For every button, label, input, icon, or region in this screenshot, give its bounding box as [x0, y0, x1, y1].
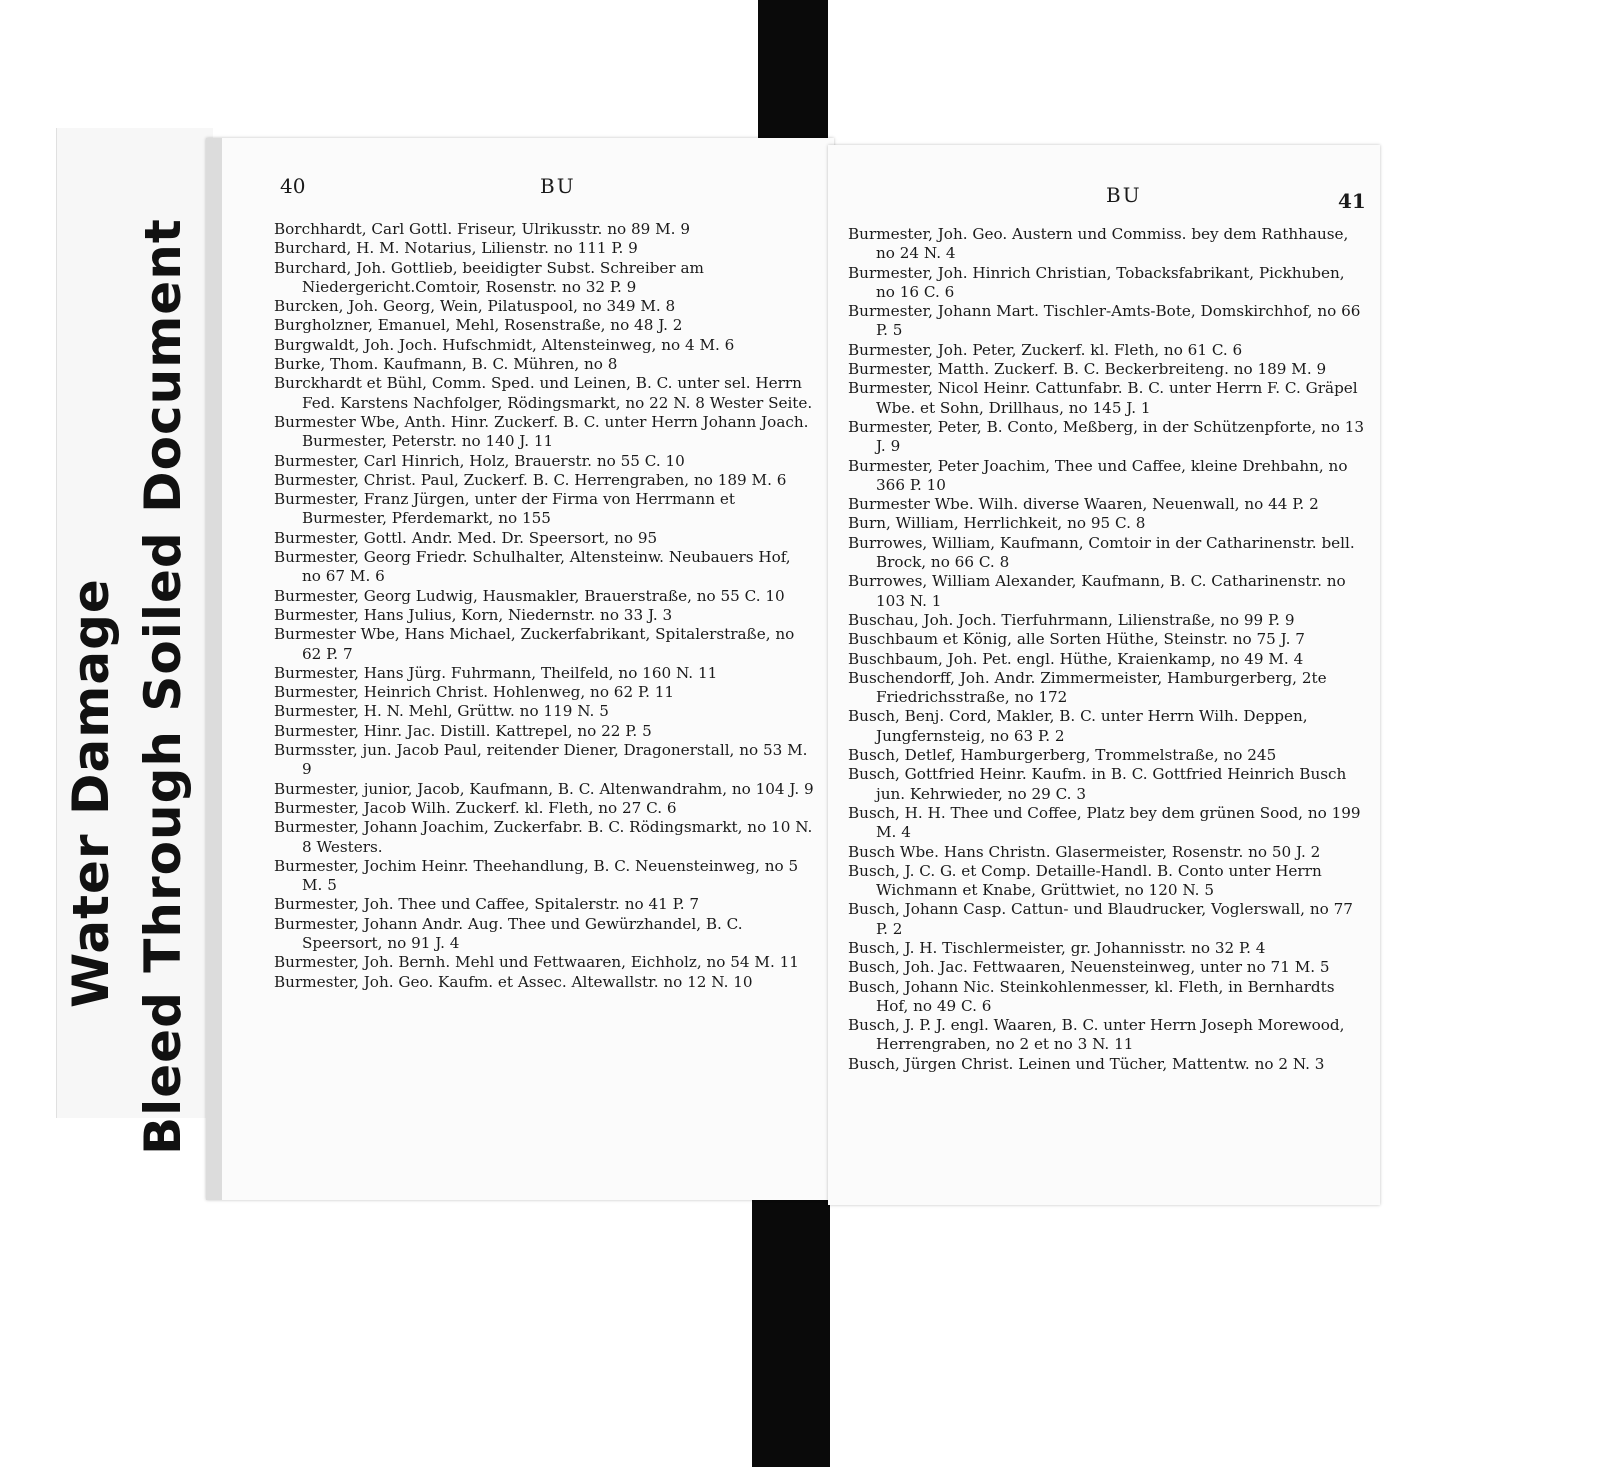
directory-entry: Busch, H. H. Thee und Coffee, Platz bey dem grünen Sood, no 199 M. 4	[848, 803, 1361, 842]
left-entry-list	[274, 220, 814, 992]
directory-entry: Busch, Joh. Jac. Fettwaaren, Neuensteinweg, unter no 71 M. 5	[848, 958, 1330, 977]
directory-entry: Burmester, Peter, B. Conto, Meßberg, in der Schützenpforte, no 13 J. 9	[848, 417, 1365, 456]
directory-entry: Burmsster, jun. Jacob Paul, reitender Diener, Dragonerstall, no 53 M. 9	[274, 741, 808, 779]
directory-entry: Burmester, Hans Julius, Korn, Niedernstr. no 33 J. 3	[274, 605, 673, 624]
directory-entry: Busch, J. P. J. engl. Waaren, B. C. unter Herrn Joseph Morewood, Herrengraben, no 2 et no 3 N. 11	[848, 1016, 1345, 1054]
directory-entry: Burmester Wbe. Wilh. diverse Waaren, Neuenwall, no 44 P. 2	[848, 495, 1319, 514]
directory-entry: Burchard, Joh. Gottlieb, beeidigter Subst. Schreiber am Niedergericht.Comtoir, Rosenstr. no 32 P. 9	[274, 258, 704, 296]
directory-entry: Burmester, Carl Hinrich, Holz, Brauerstr. no 55 C. 10	[274, 451, 685, 470]
left-page	[206, 138, 834, 1200]
directory-entry: Burmester, Hans Jürg. Fuhrmann, Theilfeld, no 160 N. 11	[274, 663, 718, 682]
directory-entry: Busch, Detlef, Hamburgerberg, Trommelstraße, no 245	[848, 746, 1277, 765]
directory-entry: Busch, J. C. G. et Comp. Detaille-Handl. B. Conto unter Herrn Wichmann et Knabe, Grüttwiet, no 120 N. 5	[848, 861, 1322, 900]
side-label-line-1: Water Damage	[62, 578, 120, 1008]
directory-entry: Burcken, Joh. Georg, Wein, Pilatuspool, no 349 M. 8	[274, 297, 676, 316]
directory-entry: Burmester, junior, Jacob, Kaufmann, B. C. Altenwandrahm, no 104 J. 9	[274, 779, 814, 798]
directory-entry: Burchard, H. M. Notarius, Lilienstr. no 111 P. 9	[274, 239, 638, 258]
directory-entry: Busch, J. H. Tischlermeister, gr. Johannisstr. no 32 P. 4	[848, 938, 1266, 957]
directory-entry: Burmester Wbe, Anth. Hinr. Zuckerf. B. C. unter Herrn Johann Joach. Burmester, Peterstr. no 140 J. 11	[274, 412, 809, 451]
directory-entry: Busch Wbe. Hans Christn. Glasermeister, Rosenstr. no 50 J. 2	[848, 842, 1321, 861]
directory-entry: Burckhardt et Bühl, Comm. Sped. und Leinen, B. C. unter sel. Herrn Fed. Karstens Nachfolger, Rödingsmarkt, no 22 N. 8 Wester Seite.	[274, 374, 813, 412]
right-page	[828, 145, 1380, 1205]
directory-entry: Busch, Johann Casp. Cattun- und Blaudrucker, Voglerswall, no 77 P. 2	[848, 900, 1353, 938]
left-page-number: 40	[280, 174, 306, 198]
directory-entry: Burgholzner, Emanuel, Mehl, Rosenstraße, no 48 J. 2	[274, 316, 683, 335]
directory-entry: Burmester, H. N. Mehl, Grüttw. no 119 N. 5	[274, 702, 609, 721]
directory-entry: Burmester, Johann Andr. Aug. Thee und Gewürzhandel, B. C. Speersort, no 91 J. 4	[274, 914, 743, 952]
directory-entry: Buschbaum et König, alle Sorten Hüthe, Steinstr. no 75 J. 7	[848, 630, 1305, 649]
directory-entry: Burn, William, Herrlichkeit, no 95 C. 8	[848, 514, 1146, 533]
directory-entry: Burmester, Joh. Bernh. Mehl und Fettwaaren, Eichholz, no 54 M. 11	[274, 953, 799, 972]
directory-entry: Busch, Gottfried Heinr. Kaufm. in B. C. Gottfried Heinrich Busch jun. Kehrwieder, no 29 C. 3	[848, 765, 1347, 803]
binding-strip-top	[758, 0, 828, 145]
directory-entry: Burmester, Joh. Peter, Zuckerf. kl. Fleth, no 61 C. 6	[848, 340, 1243, 359]
directory-entry: Burmester, Joh. Hinrich Christian, Tobacksfabrikant, Pickhuben, no 16 C. 6	[848, 263, 1345, 301]
directory-entry: Burmester, Nicol Heinr. Cattunfabr. B. C. unter Herrn F. C. Gräpel Wbe. et Sohn, Drillhaus, no 145 J. 1	[848, 379, 1358, 417]
side-label-line-2: Bleed Through Soiled Document	[134, 218, 192, 1155]
directory-entry: Burmester, Hinr. Jac. Distill. Kattrepel, no 22 P. 5	[274, 721, 652, 740]
directory-entry: Burmester, Franz Jürgen, unter der Firma von Herrmann et Burmester, Pferdemarkt, no 155	[274, 490, 735, 528]
directory-entry: Burmester, Jochim Heinr. Theehandlung, B. C. Neuensteinweg, no 5 M. 5	[274, 856, 799, 895]
directory-entry: Buschendorff, Joh. Andr. Zimmermeister, Hamburgerberg, 2te Friedrichsstraße, no 172	[848, 668, 1327, 707]
directory-entry: Buschau, Joh. Joch. Tierfuhrmann, Lilienstraße, no 99 P. 9	[848, 610, 1295, 629]
directory-entry: Burrowes, William, Kaufmann, Comtoir in der Catharinenstr. bell. Brock, no 66 C. 8	[848, 533, 1355, 572]
directory-entry: Burmester, Johann Mart. Tischler-Amts-Bote, Domskirchhof, no 66 P. 5	[848, 302, 1361, 340]
directory-entry: Borchhardt, Carl Gottl. Friseur, Ulrikusstr. no 89 M. 9	[274, 220, 690, 238]
directory-entry: Burmester, Peter Joachim, Thee und Caffee, kleine Drehbahn, no 366 P. 10	[848, 456, 1348, 494]
right-page-header: BU	[1106, 183, 1142, 207]
directory-entry: Burmester, Johann Joachim, Zuckerfabr. B. C. Rödingsmarkt, no 10 N. 8 Westers.	[274, 818, 813, 856]
directory-entry: Burgwaldt, Joh. Joch. Hufschmidt, Altensteinweg, no 4 M. 6	[274, 335, 735, 354]
directory-entry: Burmester, Joh. Thee und Caffee, Spitalerstr. no 41 P. 7	[274, 895, 700, 914]
directory-entry: Burke, Thom. Kaufmann, B. C. Mühren, no 8	[274, 355, 618, 374]
directory-entry: Burmester, Gottl. Andr. Med. Dr. Speersort, no 95	[274, 528, 658, 547]
directory-entry: Burmester, Matth. Zuckerf. B. C. Beckerbreiteng. no 189 M. 9	[848, 360, 1327, 379]
directory-entry: Busch, Jürgen Christ. Leinen und Tücher, Mattentw. no 2 N. 3	[848, 1054, 1325, 1073]
right-page-number: 41	[1338, 189, 1366, 213]
directory-entry: Burmester, Heinrich Christ. Hohlenweg, no 62 P. 11	[274, 683, 675, 702]
directory-entry: Busch, Johann Nic. Steinkohlenmesser, kl. Fleth, in Bernhardts Hof, no 49 C. 6	[848, 977, 1335, 1015]
directory-entry: Burrowes, William Alexander, Kaufmann, B. C. Catharinenstr. no 103 N. 1	[848, 572, 1346, 610]
directory-entry: Burmester, Jacob Wilh. Zuckerf. kl. Fleth, no 27 C. 6	[274, 798, 677, 817]
binding-strip-bottom	[752, 1200, 830, 1467]
directory-entry: Burmester, Joh. Geo. Austern und Commiss. bey dem Rathhause, no 24 N. 4	[848, 225, 1349, 263]
right-entry-list	[848, 225, 1368, 1074]
directory-entry: Busch, Benj. Cord, Makler, B. C. unter Herrn Wilh. Deppen, Jungfernsteig, no 63 P. 2	[848, 707, 1308, 745]
directory-entry: Buschbaum, Joh. Pet. engl. Hüthe, Kraienkamp, no 49 M. 4	[848, 649, 1304, 668]
directory-entry: Burmester, Christ. Paul, Zuckerf. B. C. Herrengraben, no 189 M. 6	[274, 470, 787, 489]
directory-entry: Burmester Wbe, Hans Michael, Zuckerfabrikant, Spitalerstraße, no 62 P. 7	[274, 625, 795, 663]
directory-entry: Burmester, Joh. Geo. Kaufm. et Assec. Altewallstr. no 12 N. 10	[274, 972, 753, 991]
left-page-header: BU	[540, 174, 576, 198]
directory-entry: Burmester, Georg Ludwig, Hausmakler, Brauerstraße, no 55 C. 10	[274, 586, 785, 605]
directory-entry: Burmester, Georg Friedr. Schulhalter, Altensteinw. Neubauers Hof, no 67 M. 6	[274, 548, 791, 586]
